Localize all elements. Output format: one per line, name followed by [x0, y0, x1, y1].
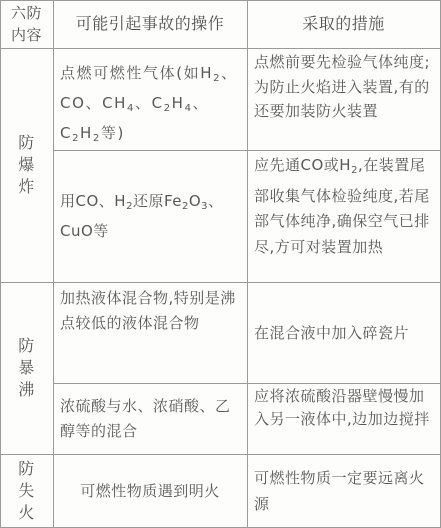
grid-line	[0, 48, 441, 49]
measure-text: 点燃前要先检验气体纯度;为防止火焰进入装置,有的还要加装防火装置	[254, 53, 431, 120]
table-row-measure	[254, 385, 434, 453]
header-operation-label: 可能引起事故的操作	[75, 14, 225, 33]
group-label-text: 防暴沸	[18, 336, 35, 399]
header-cell-category	[0, 0, 53, 48]
grid-line	[247, 0, 248, 528]
grid-line	[53, 0, 54, 528]
header-cell-measure	[247, 0, 440, 48]
table-row-measure	[254, 456, 434, 526]
operation-text: 用CO、$H_2$还原$Fe_2O_3$、CuO等	[60, 192, 224, 240]
operation-text: 点燃可燃性气体(如$H_2$、CO、$CH_4$、$C_2H_4$、$C_2H_2$等)	[60, 64, 238, 144]
header-category-line1: 六防	[10, 4, 42, 22]
table-row-operation	[60, 383, 242, 454]
table-row-measure	[254, 282, 434, 383]
group-label-text: 防爆炸	[18, 133, 35, 196]
table-row-operation	[60, 150, 242, 282]
table-row-operation	[60, 61, 242, 147]
group-label-fire	[0, 454, 53, 527]
header-cell-operation	[53, 0, 247, 48]
operation-text: 加热液体混合物,特别是沸点较低的液体混合物	[60, 289, 236, 332]
table-row-operation	[60, 286, 242, 381]
table-row-measure	[254, 153, 434, 281]
header-measure-label: 采取的措施	[302, 14, 385, 33]
measure-text: 在混合液中加入碎瓷片	[254, 323, 410, 342]
operation-text: 浓硫酸与水、浓硝酸、乙醇等的混合	[60, 396, 231, 440]
operation-text: 可燃性物质遇到明火	[80, 481, 220, 500]
group-label-text: 防失火	[18, 458, 35, 522]
measure-text: 应将浓硫酸沿器壁慢慢加入另一液体中,边加边搅拌	[254, 387, 430, 428]
group-label-explosion	[0, 48, 53, 282]
header-category-line2: 内容	[10, 26, 42, 44]
measure-text: 应先通CO或$H_2$,在装置尾部收集气体检验纯度,若尾部气体纯净,确保空气已排尽,方可对装置加热	[254, 156, 430, 256]
table-row-operation	[55, 454, 245, 527]
table-row-measure	[254, 50, 434, 150]
measure-text: 可燃性物质一定要远离火源	[254, 469, 425, 513]
group-label-bumping	[0, 282, 53, 454]
